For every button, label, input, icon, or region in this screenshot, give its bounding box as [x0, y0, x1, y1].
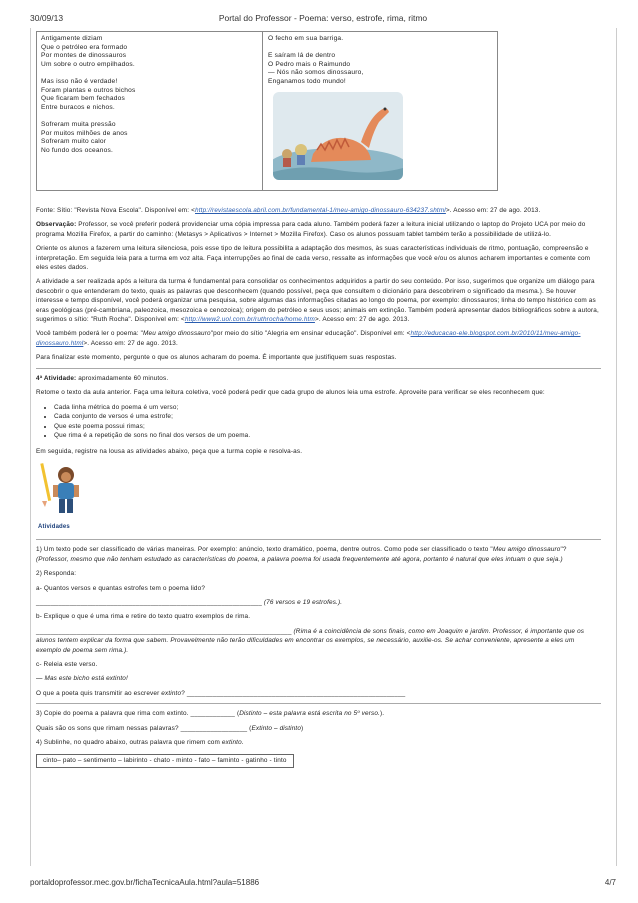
poem-table: [36, 31, 498, 191]
poem-line: Que o petróleo era formado: [41, 43, 128, 51]
question-3-text: 3) Copie do poema a palavra que rima com extinto. ____________ (: [36, 710, 240, 718]
question-1-note: (Professor, mesmo que não tenham estudado as características do poema, a palavra poema foi usada frequentemente até agora, portanto é natural que eles intuam o que seja.): [36, 555, 563, 563]
question-3-answer: Distinto – esta palavra está escrita no 5º verso.: [239, 710, 380, 718]
question-3b: [36, 724, 601, 733]
atividade-text: A atividade a ser realizada após a leitura da turma é fundamental para consolidar os conhecimentos adquiridos a partir do seu conteúdo. Por isso, sugerimos que organize um diálogo para descobrir o que entenderam do texto, quais as palavras que desconhecem (quando possível, peça que consultem o dicionário para descobrirem o significado da mesma.). Se houver interesse e tempo disponível, você poderá organizar uma pesquisa, sobre algumas das informações citadas ao longo do poema, por exemplo: dinossauros; linha do tempo histórico com as eras geológicas (pré-cambriana, paleozoica, mesozoica e cenozoica); origem do petróleo e seus usos; animais em extinção. Também poderá apresentar dados bibliográficos sobre a autora, sugerimos o sítio: "Ruth Rocha". Disponível em: <: [36, 278, 599, 324]
question-1-text: 1) Um texto pode ser classificado de várias maneiras. Por exemplo: anúncio, texto dramático, poema, dentre outros. Como pode ser classificado o texto ": [36, 546, 493, 554]
paragraph-oriente: Oriente os alunos a fazerem uma leitura silenciosa, pois esse tipo de leitura possibilita a adaptação dos mesmos, às suas características individuais de ritmo, pontuação, compreensão e interpretação. Em seguida leia para a turma em voz alta. Faça interrupções ao final de cada verso, ressalte as informações que você e/ou os alunos acharem importantes e comente com eles estes dados.: [36, 245, 591, 272]
atividade-suffix: >. Acesso em: 27 de ago. 2013.: [314, 316, 410, 324]
video-poem-title: Meu amigo dinossauro: [143, 330, 211, 338]
paragraph-retome: Retome o texto da aula anterior. Faça uma leitura coletiva, você poderá pedir que cada grupo de alunos leia uma estrofe. Aproveite para verificar se eles reconhecem que:: [36, 389, 545, 397]
observation-paragraph: [36, 220, 601, 239]
print-date: 30/09/13: [30, 13, 64, 23]
page-number: 4/7: [604, 878, 616, 887]
footer-url: portaldoprofessor.mec.gov.br/fichaTecnicaAula.html?aula=51886: [30, 878, 260, 887]
divider: [36, 539, 601, 540]
dinosaur-illustration: [273, 92, 403, 180]
question-4-tail: .: [241, 738, 244, 746]
ruth-rocha-link[interactable]: http://www2.uol.com.br/ruthrocha/home.htm: [184, 316, 315, 324]
source-suffix: >. Acesso em: 27 de ago. 2013.: [445, 207, 541, 214]
content-area: [30, 28, 617, 866]
list-item: • Cada conjunto de versos é uma estrofe;: [54, 412, 601, 422]
stanza-gap: [268, 44, 493, 53]
activity-4-heading: [36, 374, 601, 383]
paragraph-video: [36, 329, 601, 348]
poem-line: Entre buracos e nichos.: [41, 103, 115, 111]
prompt-word: extinto: [161, 689, 182, 697]
video-mid: "por meio do sítio "Alegria em ensinar educação". Disponível em: <: [210, 330, 411, 338]
question-2c-verse: — Mas este bicho está extinto!: [36, 675, 128, 683]
poem-line: O Pedro mais o Raimundo: [268, 60, 351, 68]
paragraph-registre: Em seguida, registre na lousa as atividades abaixo, peça que a turma copie e resolva-as.: [36, 447, 303, 455]
activity-4-label: 4ª Atividade:: [36, 374, 77, 382]
poem-line: Que ficaram bem fechados: [41, 95, 125, 103]
poem-column-left: [37, 32, 263, 190]
activities-label: Atividades: [38, 524, 70, 531]
question-3b-answer: Extinto – distinto: [251, 724, 302, 732]
video-suffix: >. Acesso em: 27 de ago. 2013.: [83, 339, 178, 347]
poem-line: No fundo dos oceanos.: [41, 146, 114, 154]
question-4: [36, 738, 601, 747]
prompt-text: O que a poeta quis transmitir ao escrever: [36, 689, 162, 697]
poem-line: Um sobre o outro empilhados.: [41, 60, 135, 68]
observation-label: Observação:: [36, 221, 77, 229]
poem-line: Por montes de dinossauros: [41, 52, 127, 60]
activities-figure: [36, 461, 96, 533]
question-2c: c- Releia este verso.: [36, 660, 98, 668]
blog-link[interactable]: http://educacao-ele.blogspot.com.br/2010/11/meu-amigo-dinossauro.html: [36, 330, 581, 347]
question-4-text: 4) Sublinhe, no quadro abaixo, outras palavra que rimem com: [36, 738, 222, 746]
lesson-body: [36, 206, 601, 768]
poem-line: Por muitos milhões de anos: [41, 129, 128, 137]
stanza-gap: [41, 69, 258, 78]
poem-line: Mas isso não é verdade!: [41, 77, 118, 85]
divider: [36, 703, 601, 704]
stanza-gap: [41, 112, 258, 121]
page-title: Portal do Professor - Poema: verso, estrofe, rima, ritmo: [218, 13, 428, 23]
list-item: • Que este poema possui rimas;: [54, 422, 601, 432]
poem-line: Foram plantas e outros bichos: [41, 86, 136, 94]
question-2a-answer: [36, 598, 601, 607]
answer-line: _____________________________________________________________: [36, 598, 262, 606]
answer-line: _____________________________________________________________________: [36, 627, 292, 635]
paragraph-atividade: [36, 277, 601, 324]
source-note: [36, 206, 601, 215]
paragraph-finalizar: Para finalizar este momento, pergunte o que os alunos acharam do poema. É importante que justifiquem suas respostas.: [36, 354, 397, 362]
list-item: • Que rima é a repetição de sons no final dos versos de um poema.: [54, 431, 601, 441]
poem-line: Enganamos todo mundo!: [268, 77, 346, 85]
question-3: [36, 709, 601, 718]
question-3-tail: ).: [379, 710, 385, 718]
question-3b-tail: ): [301, 724, 304, 732]
answer-text: (76 versos e 19 estrofes.).: [261, 598, 343, 606]
question-4-word: extinto: [221, 738, 242, 746]
source-prefix: Fonte: Sítio: "Revista Nova Escola". Disponível em: <: [36, 207, 196, 214]
question-2b: b- Explique o que é uma rima e retire do texto quatro exemplos de rima.: [36, 613, 251, 621]
question-3b-text: Quais são os sons que rimam nessas palavras? __________________ (: [36, 724, 252, 732]
question-2c-prompt: [36, 689, 601, 698]
video-prefix: Você também poderá ler o poema: ": [36, 330, 144, 338]
question-2a: a- Quantos versos e quantas estrofes tem o poema lido?: [36, 584, 206, 592]
question-1-title: Meu amigo dinossauro: [492, 546, 561, 554]
question-1-mid: "?: [560, 546, 567, 554]
question-2b-answer: [36, 627, 601, 655]
source-link[interactable]: http://revistaescola.abril.com.br/fundamental-1/meu-amigo-dinossauro-634237.shtml: [195, 207, 446, 214]
concept-list: [54, 403, 601, 441]
poem-line: — Nós não somos dinossauro,: [268, 69, 364, 77]
poem-line: Sofreram muita pressão: [41, 120, 116, 128]
prompt-tail: ? ___________________________________________________________: [181, 689, 406, 697]
poem-line: O fecho em sua barriga.: [268, 35, 344, 42]
rhyme-words-box: cinto– pato – sentimento – labirinto - chato - minto - fato – faminto - gatinho - tinto: [36, 754, 294, 767]
question-1: [36, 545, 601, 564]
poem-line: E saíram lá de dentro: [268, 52, 336, 60]
poem-line: Antigamente diziam: [41, 35, 103, 42]
activity-4-duration: aproximadamente 60 minutos.: [76, 374, 169, 382]
poem-line: Sofreram muito calor: [41, 138, 107, 146]
list-item: • Cada linha métrica do poema é um verso;: [54, 403, 601, 413]
answer-text: (Rima é a coincidência de sons finais, como em Joaquim e jardim. Professor, é importante que os alunos tentem explicar da forma que sabem. Provavelmente não terão dificuldades em encontrar os exemplos, se necessário, auxilie-os. Se achar conveniente, apresente a eles um exemplo de poema sem rima.).: [36, 627, 585, 654]
page-header: [30, 13, 616, 23]
observation-text: Professor, se você preferir poderá providenciar uma cópia impressa para cada aluno. Também poderá fazer a leitura inicial utilizando o laptop do Projeto UCA por meio do programa Mozilla Firefox, a partir do caminho: (Metasys > Aplicativos > Internet > Mozilla Firefox). Caso os alunos possuam tablet também terão a possibilidade de utilizá-lo.: [36, 221, 586, 238]
question-2: 2) Responda:: [36, 570, 77, 578]
divider: [36, 368, 601, 369]
